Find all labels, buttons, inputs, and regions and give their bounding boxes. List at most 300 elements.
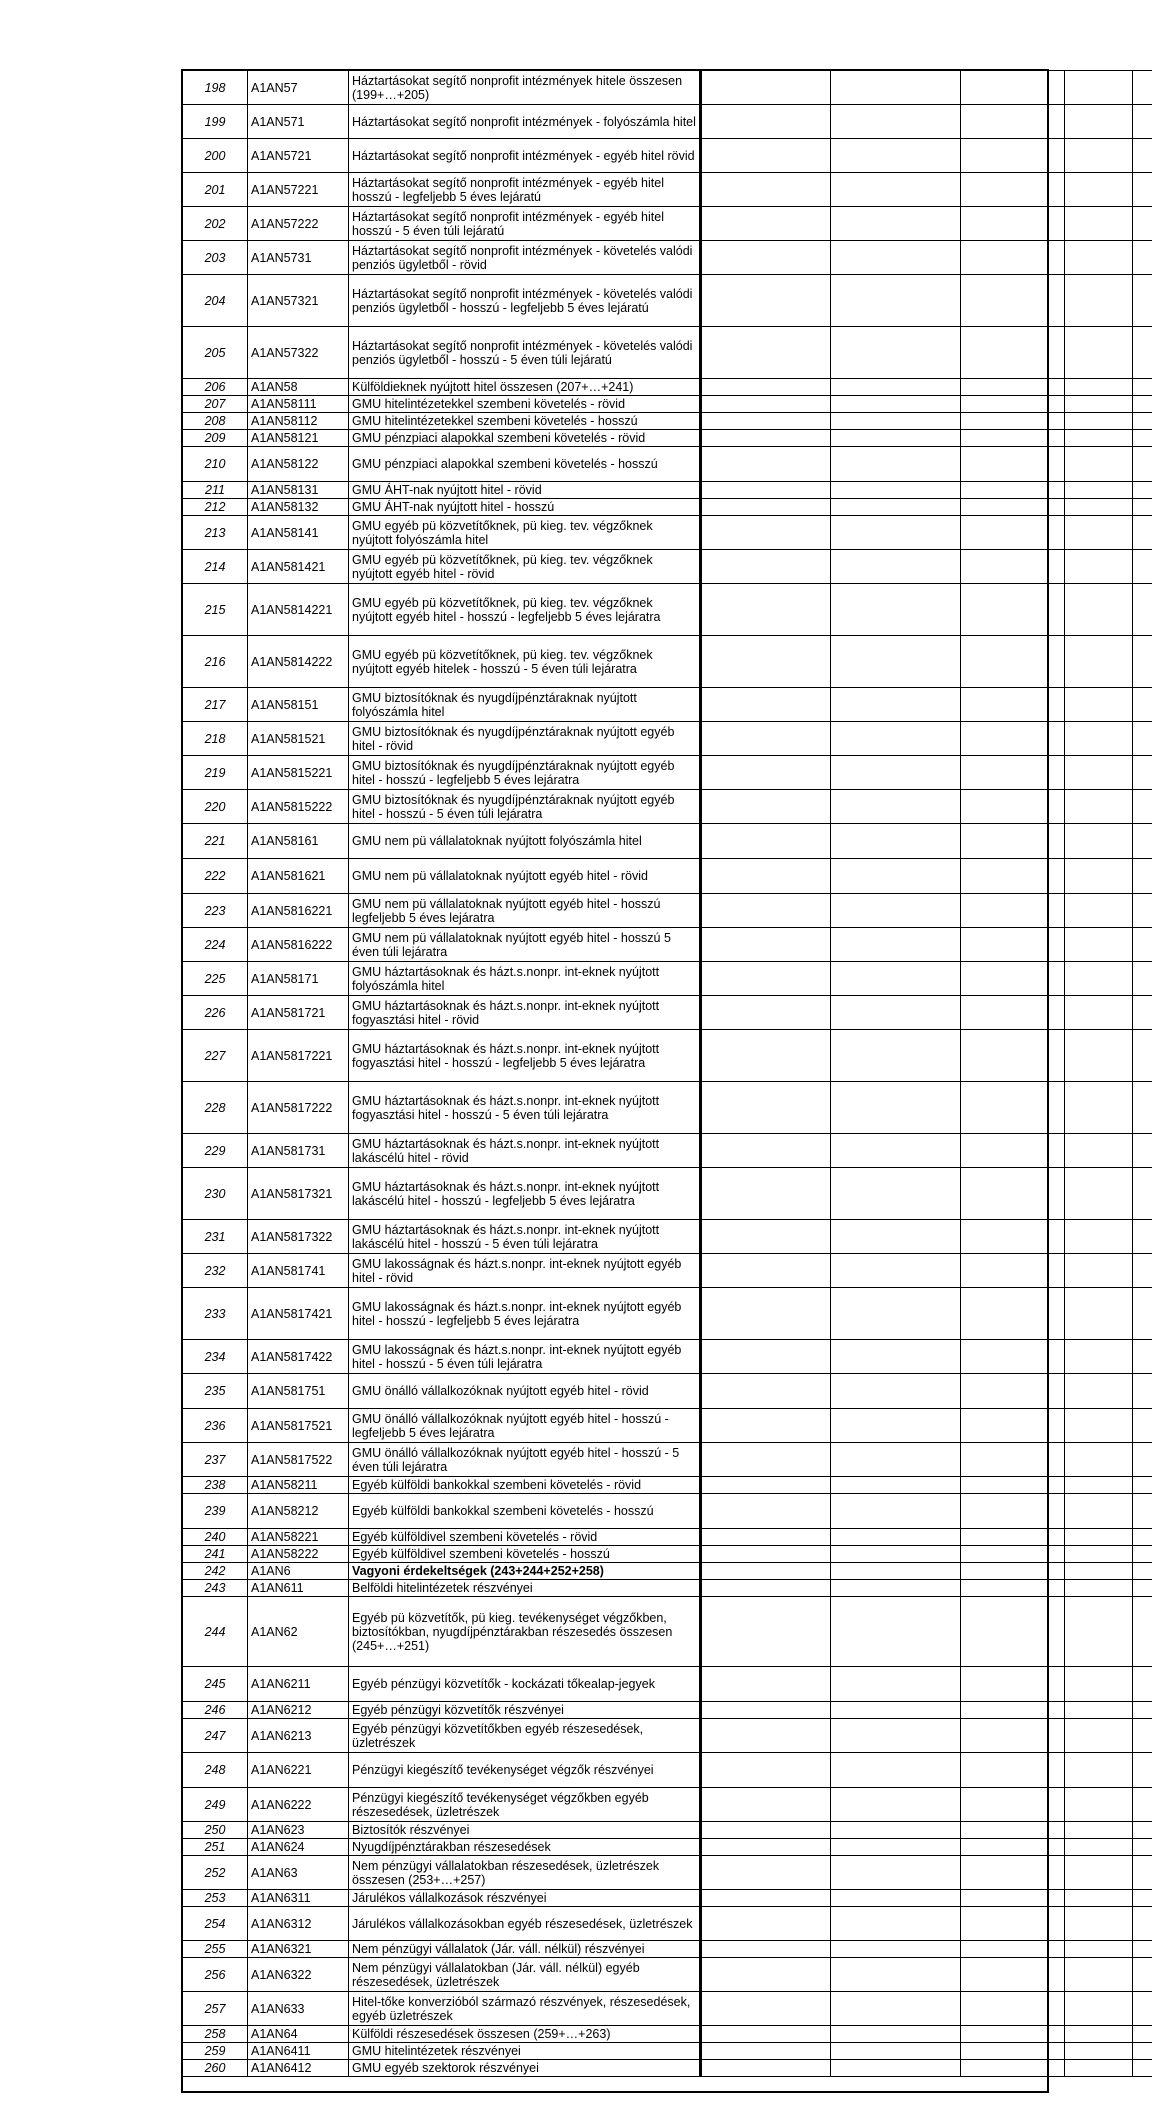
table-row — [183, 1563, 1152, 1580]
table-row — [183, 824, 1152, 859]
row-number: 204 — [183, 275, 248, 327]
row-description: Háztartásokat segítő nonprofit intézmények - követelés valódi penziós ügyletből - hosszú - 5 éven túli lejáratú — [349, 327, 701, 379]
value-cell-2 — [831, 173, 961, 207]
table-row — [183, 1941, 1152, 1958]
value-cell-2 — [831, 1822, 961, 1839]
row-number: 234 — [183, 1340, 248, 1374]
value-cell-5 — [1133, 1546, 1152, 1563]
value-cell-2 — [831, 1958, 961, 1992]
table-row — [183, 379, 1152, 396]
value-cell-2 — [831, 1168, 961, 1220]
value-cell-4 — [1065, 996, 1133, 1030]
value-cell-1 — [701, 327, 831, 379]
row-description: Külföldieknek nyújtott hitel összesen (207+…+241) — [349, 379, 701, 396]
value-cell-2 — [831, 139, 961, 173]
table-row — [183, 516, 1152, 550]
table-row — [183, 1958, 1152, 1992]
value-cell-4 — [1065, 2043, 1133, 2060]
table-row — [183, 1134, 1152, 1168]
value-cell-3 — [961, 1443, 1065, 1477]
value-cell-1 — [701, 1374, 831, 1409]
value-cell-3 — [961, 516, 1065, 550]
value-cell-1 — [701, 1168, 831, 1220]
value-cell-2 — [831, 550, 961, 584]
table-row — [183, 1494, 1152, 1529]
value-cell-5 — [1133, 1753, 1152, 1788]
table-row — [183, 1890, 1152, 1907]
row-number: 248 — [183, 1753, 248, 1788]
value-cell-1 — [701, 1529, 831, 1546]
row-description: GMU nem pü vállalatoknak nyújtott egyéb hitel - hosszú 5 éven túli lejáratra — [349, 928, 701, 962]
row-number: 198 — [183, 71, 248, 105]
value-cell-5 — [1133, 688, 1152, 722]
value-cell-1 — [701, 824, 831, 859]
value-cell-4 — [1065, 516, 1133, 550]
row-code: A1AN6212 — [248, 1702, 349, 1719]
value-cell-3 — [961, 499, 1065, 516]
table-row — [183, 688, 1152, 722]
value-cell-3 — [961, 928, 1065, 962]
row-number: 229 — [183, 1134, 248, 1168]
row-number: 200 — [183, 139, 248, 173]
table-row — [183, 1443, 1152, 1477]
value-cell-2 — [831, 1220, 961, 1254]
value-cell-4 — [1065, 790, 1133, 824]
row-number: 250 — [183, 1822, 248, 1839]
row-code: A1AN581741 — [248, 1254, 349, 1288]
value-cell-5 — [1133, 1907, 1152, 1941]
row-code: A1AN63 — [248, 1856, 349, 1890]
value-cell-4 — [1065, 550, 1133, 584]
value-cell-1 — [701, 859, 831, 894]
row-description: GMU biztosítóknak és nyugdíjpénztáraknak nyújtott egyéb hitel - hosszú - 5 éven túli lejáratra — [349, 790, 701, 824]
value-cell-1 — [701, 894, 831, 928]
row-code: A1AN6211 — [248, 1667, 349, 1702]
row-number: 209 — [183, 430, 248, 447]
value-cell-5 — [1133, 1409, 1152, 1443]
value-cell-3 — [961, 1254, 1065, 1288]
row-description: GMU hitelintézetekkel szembeni követelés - hosszú — [349, 413, 701, 430]
row-number: 253 — [183, 1890, 248, 1907]
row-number: 258 — [183, 2026, 248, 2043]
table-row — [183, 1822, 1152, 1839]
value-cell-4 — [1065, 1374, 1133, 1409]
row-code: A1AN58221 — [248, 1529, 349, 1546]
value-cell-2 — [831, 71, 961, 105]
value-cell-2 — [831, 584, 961, 636]
value-cell-1 — [701, 275, 831, 327]
value-cell-3 — [961, 430, 1065, 447]
value-cell-3 — [961, 2043, 1065, 2060]
value-cell-1 — [701, 1220, 831, 1254]
row-number: 238 — [183, 1477, 248, 1494]
value-cell-3 — [961, 1082, 1065, 1134]
row-description: GMU ÁHT-nak nyújtott hitel - rövid — [349, 482, 701, 499]
value-cell-5 — [1133, 1443, 1152, 1477]
row-number: 203 — [183, 241, 248, 275]
row-code: A1AN5817422 — [248, 1340, 349, 1374]
row-code: A1AN6412 — [248, 2060, 349, 2077]
row-number: 252 — [183, 1856, 248, 1890]
table-row — [183, 1992, 1152, 2026]
value-cell-4 — [1065, 105, 1133, 139]
row-code: A1AN58212 — [248, 1494, 349, 1529]
row-number: 223 — [183, 894, 248, 928]
value-cell-2 — [831, 1529, 961, 1546]
row-number: 218 — [183, 722, 248, 756]
value-cell-4 — [1065, 756, 1133, 790]
value-cell-1 — [701, 482, 831, 499]
row-code: A1AN5721 — [248, 139, 349, 173]
row-number: 213 — [183, 516, 248, 550]
value-cell-3 — [961, 1340, 1065, 1374]
value-cell-4 — [1065, 928, 1133, 962]
value-cell-1 — [701, 105, 831, 139]
value-cell-4 — [1065, 1702, 1133, 1719]
value-cell-5 — [1133, 859, 1152, 894]
value-cell-4 — [1065, 1597, 1133, 1667]
value-cell-3 — [961, 71, 1065, 105]
value-cell-1 — [701, 413, 831, 430]
value-cell-4 — [1065, 1719, 1133, 1753]
value-cell-2 — [831, 1082, 961, 1134]
table-row — [183, 105, 1152, 139]
value-cell-3 — [961, 1822, 1065, 1839]
row-code: A1AN5817321 — [248, 1168, 349, 1220]
value-cell-5 — [1133, 2043, 1152, 2060]
table-row — [183, 413, 1152, 430]
value-cell-1 — [701, 207, 831, 241]
value-cell-3 — [961, 1288, 1065, 1340]
value-cell-4 — [1065, 1477, 1133, 1494]
row-number: 246 — [183, 1702, 248, 1719]
value-cell-4 — [1065, 1134, 1133, 1168]
value-cell-2 — [831, 1374, 961, 1409]
value-cell-2 — [831, 105, 961, 139]
value-cell-2 — [831, 1890, 961, 1907]
row-code: A1AN5814221 — [248, 584, 349, 636]
value-cell-4 — [1065, 241, 1133, 275]
row-description: GMU nem pü vállalatoknak nyújtott egyéb hitel - rövid — [349, 859, 701, 894]
value-cell-4 — [1065, 1082, 1133, 1134]
row-number: 205 — [183, 327, 248, 379]
value-cell-3 — [961, 1134, 1065, 1168]
row-number: 215 — [183, 584, 248, 636]
row-number: 228 — [183, 1082, 248, 1134]
value-cell-3 — [961, 1168, 1065, 1220]
value-cell-2 — [831, 1563, 961, 1580]
row-number: 219 — [183, 756, 248, 790]
value-cell-5 — [1133, 2060, 1152, 2077]
value-cell-4 — [1065, 499, 1133, 516]
row-code: A1AN624 — [248, 1839, 349, 1856]
row-number: 217 — [183, 688, 248, 722]
value-cell-4 — [1065, 1890, 1133, 1907]
value-cell-5 — [1133, 1597, 1152, 1667]
value-cell-2 — [831, 1941, 961, 1958]
value-cell-2 — [831, 275, 961, 327]
table-row — [183, 1254, 1152, 1288]
value-cell-1 — [701, 722, 831, 756]
value-cell-2 — [831, 2043, 961, 2060]
row-number: 239 — [183, 1494, 248, 1529]
table-row — [183, 173, 1152, 207]
value-cell-1 — [701, 1082, 831, 1134]
row-description: GMU egyéb pü közvetítőknek, pü kieg. tev. végzőknek nyújtott egyéb hitel - hosszú - legfeljebb 5 éves lejáratra — [349, 584, 701, 636]
value-cell-3 — [961, 379, 1065, 396]
table-row — [183, 1702, 1152, 1719]
value-cell-2 — [831, 1788, 961, 1822]
value-cell-1 — [701, 1719, 831, 1753]
row-code: A1AN581721 — [248, 996, 349, 1030]
value-cell-4 — [1065, 859, 1133, 894]
table-row — [183, 71, 1152, 105]
row-code: A1AN58132 — [248, 499, 349, 516]
row-number: 244 — [183, 1597, 248, 1667]
value-cell-2 — [831, 1134, 961, 1168]
value-cell-4 — [1065, 962, 1133, 996]
value-cell-4 — [1065, 173, 1133, 207]
row-code: A1AN58151 — [248, 688, 349, 722]
row-description: GMU pénzpiaci alapokkal szembeni követelés - rövid — [349, 430, 701, 447]
row-code: A1AN57321 — [248, 275, 349, 327]
value-cell-2 — [831, 1340, 961, 1374]
value-cell-3 — [961, 1907, 1065, 1941]
row-description: GMU háztartásoknak és házt.s.nonpr. int-eknek nyújtott fogyasztási hitel - hosszú - 5 éven túli lejáratra — [349, 1082, 701, 1134]
row-code: A1AN57 — [248, 71, 349, 105]
table-row — [183, 1719, 1152, 1753]
row-description: Egyéb pénzügyi közvetítők részvényei — [349, 1702, 701, 1719]
value-cell-4 — [1065, 2060, 1133, 2077]
value-cell-4 — [1065, 396, 1133, 413]
value-cell-1 — [701, 1788, 831, 1822]
value-cell-3 — [961, 173, 1065, 207]
value-cell-3 — [961, 996, 1065, 1030]
value-cell-1 — [701, 636, 831, 688]
table-row — [183, 1753, 1152, 1788]
row-number: 235 — [183, 1374, 248, 1409]
value-cell-5 — [1133, 1254, 1152, 1288]
row-description: GMU lakosságnak és házt.s.nonpr. int-eknek nyújtott egyéb hitel - rövid — [349, 1254, 701, 1288]
value-cell-1 — [701, 396, 831, 413]
value-cell-3 — [961, 241, 1065, 275]
value-cell-4 — [1065, 275, 1133, 327]
value-cell-5 — [1133, 1168, 1152, 1220]
row-description: GMU háztartásoknak és házt.s.nonpr. int-eknek nyújtott fogyasztási hitel - hosszú - legfeljebb 5 éves lejáratra — [349, 1030, 701, 1082]
table-body — [183, 71, 1152, 2077]
value-cell-5 — [1133, 447, 1152, 482]
row-description: GMU hitelintézetek részvényei — [349, 2043, 701, 2060]
value-cell-2 — [831, 413, 961, 430]
value-cell-1 — [701, 996, 831, 1030]
row-number: 206 — [183, 379, 248, 396]
value-cell-3 — [961, 1477, 1065, 1494]
row-description: Járulékos vállalkozásokban egyéb részesedések, üzletrészek — [349, 1907, 701, 1941]
value-cell-5 — [1133, 516, 1152, 550]
table-row — [183, 1597, 1152, 1667]
row-number: 256 — [183, 1958, 248, 1992]
value-cell-1 — [701, 447, 831, 482]
row-number: 208 — [183, 413, 248, 430]
value-cell-3 — [961, 1667, 1065, 1702]
row-code: A1AN581751 — [248, 1374, 349, 1409]
row-description: GMU biztosítóknak és nyugdíjpénztáraknak nyújtott folyószámla hitel — [349, 688, 701, 722]
value-cell-1 — [701, 790, 831, 824]
table-row — [183, 499, 1152, 516]
value-cell-2 — [831, 1494, 961, 1529]
row-number: 257 — [183, 1992, 248, 2026]
row-description: GMU önálló vállalkozóknak nyújtott egyéb hitel - hosszú - legfeljebb 5 éves lejáratra — [349, 1409, 701, 1443]
row-code: A1AN57322 — [248, 327, 349, 379]
value-cell-5 — [1133, 1374, 1152, 1409]
value-cell-5 — [1133, 327, 1152, 379]
value-cell-1 — [701, 550, 831, 584]
row-number: 243 — [183, 1580, 248, 1597]
value-cell-4 — [1065, 379, 1133, 396]
row-code: A1AN5817421 — [248, 1288, 349, 1340]
value-cell-5 — [1133, 1890, 1152, 1907]
value-cell-5 — [1133, 379, 1152, 396]
value-cell-5 — [1133, 1134, 1152, 1168]
value-cell-5 — [1133, 241, 1152, 275]
value-cell-3 — [961, 447, 1065, 482]
table-row — [183, 928, 1152, 962]
value-cell-1 — [701, 1667, 831, 1702]
table-row — [183, 1374, 1152, 1409]
row-description: Egyéb pénzügyi közvetítők - kockázati tőkealap-jegyek — [349, 1667, 701, 1702]
row-number: 249 — [183, 1788, 248, 1822]
value-cell-5 — [1133, 1340, 1152, 1374]
row-number: 214 — [183, 550, 248, 584]
table-row — [183, 1477, 1152, 1494]
row-code: A1AN6411 — [248, 2043, 349, 2060]
value-cell-1 — [701, 688, 831, 722]
value-cell-2 — [831, 1477, 961, 1494]
value-cell-2 — [831, 859, 961, 894]
row-description: GMU önálló vállalkozóknak nyújtott egyéb hitel - rövid — [349, 1374, 701, 1409]
table-row — [183, 1220, 1152, 1254]
value-cell-5 — [1133, 928, 1152, 962]
value-cell-2 — [831, 2026, 961, 2043]
value-cell-3 — [961, 1839, 1065, 1856]
value-cell-1 — [701, 1340, 831, 1374]
value-cell-3 — [961, 1788, 1065, 1822]
row-code: A1AN581421 — [248, 550, 349, 584]
value-cell-4 — [1065, 1168, 1133, 1220]
row-description: GMU háztartásoknak és házt.s.nonpr. int-eknek nyújtott lakáscélú hitel - hosszú - legfeljebb 5 éves lejáratra — [349, 1168, 701, 1220]
value-cell-4 — [1065, 584, 1133, 636]
value-cell-1 — [701, 1992, 831, 2026]
value-cell-4 — [1065, 722, 1133, 756]
value-cell-1 — [701, 2060, 831, 2077]
value-cell-5 — [1133, 550, 1152, 584]
value-cell-3 — [961, 636, 1065, 688]
value-cell-2 — [831, 499, 961, 516]
table-row — [183, 2026, 1152, 2043]
value-cell-4 — [1065, 1529, 1133, 1546]
value-cell-5 — [1133, 413, 1152, 430]
value-cell-4 — [1065, 1992, 1133, 2026]
value-cell-2 — [831, 996, 961, 1030]
value-cell-3 — [961, 790, 1065, 824]
value-cell-5 — [1133, 1220, 1152, 1254]
value-cell-4 — [1065, 327, 1133, 379]
row-number: 259 — [183, 2043, 248, 2060]
value-cell-3 — [961, 396, 1065, 413]
value-cell-4 — [1065, 1667, 1133, 1702]
row-code: A1AN58122 — [248, 447, 349, 482]
value-cell-1 — [701, 430, 831, 447]
value-cell-4 — [1065, 636, 1133, 688]
table-row — [183, 996, 1152, 1030]
value-cell-5 — [1133, 1667, 1152, 1702]
value-cell-4 — [1065, 1958, 1133, 1992]
value-cell-3 — [961, 413, 1065, 430]
value-cell-2 — [831, 824, 961, 859]
table-row — [183, 790, 1152, 824]
value-cell-3 — [961, 1409, 1065, 1443]
row-code: A1AN571 — [248, 105, 349, 139]
row-number: 227 — [183, 1030, 248, 1082]
table-row — [183, 1839, 1152, 1856]
value-cell-2 — [831, 1030, 961, 1082]
value-cell-2 — [831, 396, 961, 413]
row-code: A1AN5731 — [248, 241, 349, 275]
row-description: GMU pénzpiaci alapokkal szembeni követelés - hosszú — [349, 447, 701, 482]
row-code: A1AN5817522 — [248, 1443, 349, 1477]
value-cell-2 — [831, 962, 961, 996]
value-cell-2 — [831, 379, 961, 396]
value-cell-1 — [701, 962, 831, 996]
row-description: GMU háztartásoknak és házt.s.nonpr. int-eknek nyújtott lakáscélú hitel - hosszú - 5 éven túli lejáratra — [349, 1220, 701, 1254]
row-description: GMU önálló vállalkozóknak nyújtott egyéb hitel - hosszú - 5 éven túli lejáratra — [349, 1443, 701, 1477]
data-table — [182, 70, 1152, 2077]
row-number: 255 — [183, 1941, 248, 1958]
row-description: GMU egyéb pü közvetítőknek, pü kieg. tev. végzőknek nyújtott folyószámla hitel — [349, 516, 701, 550]
row-number: 202 — [183, 207, 248, 241]
value-cell-2 — [831, 430, 961, 447]
value-cell-1 — [701, 1030, 831, 1082]
value-cell-3 — [961, 756, 1065, 790]
value-cell-4 — [1065, 482, 1133, 499]
table-row — [183, 482, 1152, 499]
value-cell-1 — [701, 379, 831, 396]
value-cell-3 — [961, 584, 1065, 636]
table-row — [183, 207, 1152, 241]
row-code: A1AN5814222 — [248, 636, 349, 688]
row-number: 242 — [183, 1563, 248, 1580]
row-number: 260 — [183, 2060, 248, 2077]
table-row — [183, 636, 1152, 688]
value-cell-1 — [701, 1409, 831, 1443]
row-description: Pénzügyi kiegészítő tevékenységet végzők részvényei — [349, 1753, 701, 1788]
value-cell-1 — [701, 928, 831, 962]
value-cell-1 — [701, 1839, 831, 1856]
value-cell-4 — [1065, 1494, 1133, 1529]
value-cell-3 — [961, 1220, 1065, 1254]
table-row — [183, 962, 1152, 996]
value-cell-2 — [831, 1254, 961, 1288]
value-cell-2 — [831, 1992, 961, 2026]
value-cell-3 — [961, 688, 1065, 722]
value-cell-4 — [1065, 1409, 1133, 1443]
row-code: A1AN611 — [248, 1580, 349, 1597]
row-description: Egyéb külföldivel szembeni követelés - hosszú — [349, 1546, 701, 1563]
row-description: Nem pénzügyi vállalatokban részesedések, üzletrészek összesen (253+…+257) — [349, 1856, 701, 1890]
row-description: Egyéb külföldi bankokkal szembeni követelés - rövid — [349, 1477, 701, 1494]
value-cell-3 — [961, 275, 1065, 327]
value-cell-1 — [701, 756, 831, 790]
